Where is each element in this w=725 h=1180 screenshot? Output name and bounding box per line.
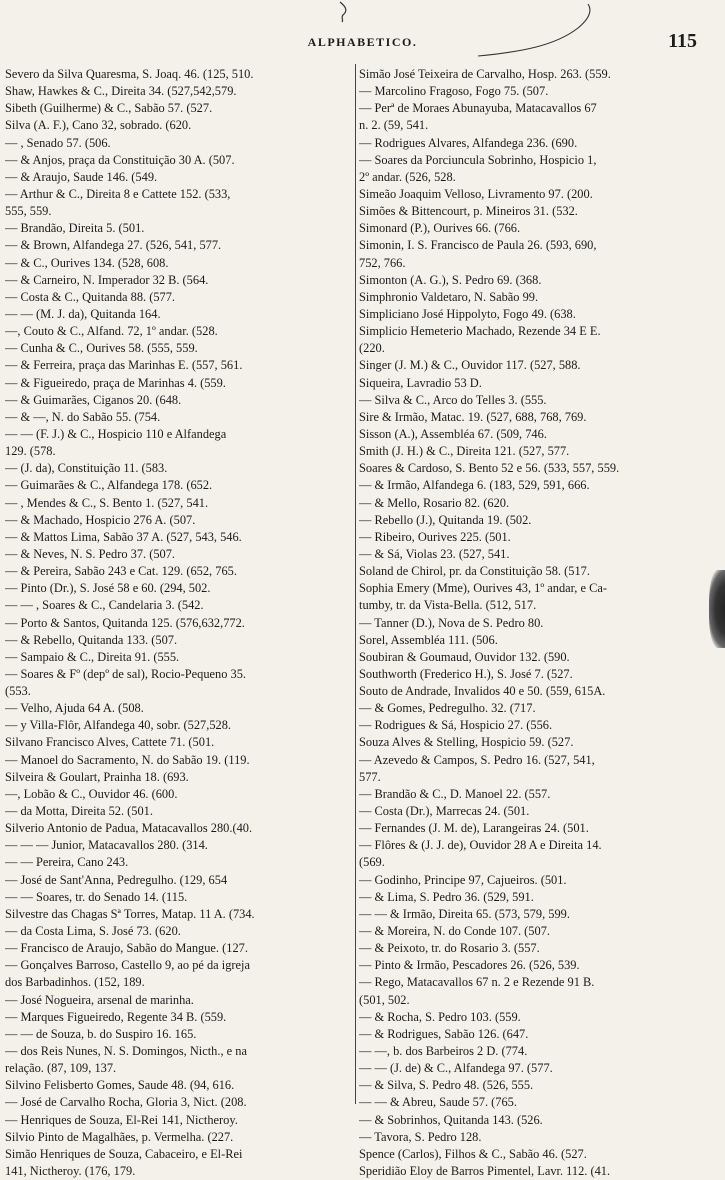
directory-entry-line: Simão José Teixeira de Carvalho, Hosp. 263. (559.	[359, 67, 611, 81]
directory-entry-line: Simonard (P.), Ourives 66. (766.	[359, 221, 521, 236]
directory-entry-line: Simpliciano José Hippolyto, Fogo 49. (638.	[359, 306, 576, 321]
directory-entry-line: Spence (Carlos), Filhos & C., Sabão 46. (527.	[359, 1146, 587, 1161]
directory-entry-line: — — Soares, tr. do Senado 14. (115.	[5, 889, 188, 904]
directory-entry-line: — & Silva, S. Pedro 48. (526, 555.	[359, 1078, 534, 1093]
directory-entry-line: — Azevedo & Campos, S. Pedro 16. (527, 541,	[359, 752, 595, 767]
directory-entry-line: — & Rebello, Quitanda 133. (507.	[5, 632, 178, 647]
directory-entry-line: Silvino Felisberto Gomes, Saude 48. (94, 616.	[5, 1078, 235, 1093]
directory-entry-line: — Ribeiro, Ourives 225. (501.	[359, 529, 511, 544]
left-column	[5, 66, 358, 1180]
directory-entry-line: — da Costa Lima, S. José 73. (620.	[5, 924, 181, 939]
directory-entry-line: — Francisco de Araujo, Sabão do Mangue. (127.	[5, 941, 248, 956]
directory-entry-line: — Pinto & Irmão, Pescadores 26. (526, 539.	[359, 958, 580, 973]
directory-entry-line: — , Senado 57. (506.	[5, 135, 111, 150]
directory-entry-line: Silveira & Goulart, Prainha 18. (693.	[5, 769, 189, 784]
directory-entry-line: — José de Carvalho Rocha, Gloria 3, Nict. (208.	[5, 1095, 247, 1110]
directory-entry-line: — José de Sant'Anna, Pedregulho. (129, 654	[5, 872, 228, 887]
directory-entry-line: — Tavora, S. Pedro 128.	[359, 1129, 482, 1144]
directory-entry-line: Simphronio Valdetaro, N. Sabão 99.	[359, 289, 539, 304]
directory-entry-line: — & Anjos, praça da Constituição 30 A. (507.	[5, 152, 235, 167]
directory-entry-line: — Velho, Ajuda 64 A. (508.	[5, 701, 144, 716]
directory-entry-line: — & Sá, Violas 23. (527, 541.	[359, 546, 510, 561]
directory-entry-line: — Tanner (D.), Nova de S. Pedro 80.	[359, 615, 544, 630]
directory-entry-line: — da Motta, Direita 52. (501.	[5, 804, 153, 819]
directory-entry-line: — — Pereira, Cano 243.	[5, 855, 129, 870]
directory-entry-line: Silvano Francisco Alves, Cattete 71. (501.	[5, 735, 215, 750]
directory-entry-line: — & Machado, Hospicio 276 A. (507.	[5, 512, 196, 527]
directory-entry-line: — — (F. J.) & C., Hospicio 110 e Alfandega	[5, 426, 227, 441]
directory-entry-line: — Porto & Santos, Quitanda 125. (576,632,772.	[5, 615, 245, 630]
directory-entry-line: — , Mendes & C., S. Bento 1. (527, 541.	[5, 495, 209, 510]
directory-entry-line: — & Mello, Rosario 82. (620.	[359, 495, 510, 510]
directory-entry-line: 129. (578.	[5, 444, 56, 459]
directory-entry-line: — & Mattos Lima, Sabão 37 A. (527, 543, 546.	[5, 529, 242, 544]
directory-entry-line: Silva (A. F.), Cano 32, sobrado. (620.	[5, 118, 192, 133]
directory-entry-line: 752, 766.	[359, 255, 406, 270]
ink-stain-decoration	[709, 570, 725, 648]
directory-entry-line: — — & Irmão, Direita 65. (573, 579, 599.	[359, 906, 570, 921]
directory-entry-line: — Gonçalves Barroso, Castello 9, ao pé da igreja	[5, 958, 250, 973]
right-column	[359, 66, 717, 1180]
directory-entry-line: (569.	[359, 855, 385, 870]
directory-entry-line: Soares & Cardoso, S. Bento 52 e 56. (533, 557, 559.	[359, 461, 620, 476]
directory-entry-line: Shaw, Hawkes & C., Direita 34. (527,542,579.	[5, 84, 237, 99]
page-number: 115	[668, 30, 697, 52]
directory-entry-line: Simões & Bittencourt, p. Mineiros 31. (532.	[359, 204, 578, 219]
directory-entry-line: Singer (J. M.) & C., Ouvidor 117. (527, 588.	[359, 358, 581, 373]
directory-entry-line: — Rodrigues Alvares, Alfandega 236. (690.	[359, 135, 578, 150]
directory-entry-line: — Marcolino Fragoso, Fogo 75. (507.	[359, 84, 549, 99]
directory-entry-line: Smith (J. H.) & C., Direita 121. (527, 577.	[359, 444, 570, 459]
directory-entry-line: — & Ferreira, praça das Marinhas E. (557, 561.	[5, 358, 243, 373]
directory-entry-line: — Arthur & C., Direita 8 e Cattete 152. (533,	[5, 186, 231, 201]
directory-entry-line: — y Villa-Flôr, Alfandega 40, sobr. (527,528.	[5, 718, 232, 733]
directory-entry-line: relação. (87, 109, 137.	[5, 1061, 117, 1076]
directory-entry-line: — & Araujo, Saude 146. (549.	[5, 169, 158, 184]
directory-entry-line: — — & Abreu, Saude 57. (765.	[359, 1095, 517, 1110]
directory-entry-line: —, Couto & C., Alfand. 72, 1º andar. (528.	[5, 324, 218, 339]
directory-entry-line: Soubiran & Goumaud, Ouvidor 132. (590.	[359, 649, 570, 664]
directory-entry-line: — Silva & C., Arco do Telles 3. (555.	[359, 392, 547, 407]
directory-entry-line: — Fernandes (J. M. de), Larangeiras 24. (501.	[359, 821, 589, 836]
running-title: ALPHABETICO.	[307, 35, 418, 49]
directory-entry-line: Sire & Irmão, Matac. 19. (527, 688, 768, 769.	[359, 409, 587, 424]
directory-entry-line: Simplicio Hemeterio Machado, Rezende 34 E E.	[359, 324, 601, 339]
directory-entry-line: Simeão Joaquim Velloso, Livramento 97. (200.	[359, 186, 593, 201]
directory-entry-line: — Marques Figueiredo, Regente 34 B. (559.	[5, 1009, 227, 1024]
directory-entry-line: Souza Alves & Stelling, Hospicio 59. (527.	[359, 735, 574, 750]
directory-entry-line: 141, Nictheroy. (176, 179.	[5, 1164, 136, 1178]
directory-entry-line: n. 2. (59, 541.	[359, 118, 429, 133]
directory-entry-line: 555, 559.	[5, 204, 52, 219]
directory-entry-line: — (J. da), Constituição 11. (583.	[5, 461, 168, 476]
directory-entry-line: — & Neves, N. S. Pedro 37. (507.	[5, 546, 176, 561]
directory-entry-line: Southworth (Frederico H.), S. José 7. (527.	[359, 666, 573, 681]
directory-entry-line: — Costa & C., Quitanda 88. (577.	[5, 289, 176, 304]
directory-entry-line: — Pinto (Dr.), S. José 58 e 60. (294, 502.	[5, 581, 211, 596]
directory-entry-line: Simão Henriques de Souza, Cabaceiro, e El-Rei	[5, 1146, 243, 1161]
directory-entry-line: Soland de Chirol, pr. da Constituição 58. (517.	[359, 564, 590, 579]
directory-entry-line: — Soares & Fº (depº de sal), Rocio-Pequeno 35.	[5, 666, 247, 681]
directory-entry-line: — Soares da Porciuncula Sobrinho, Hospicio 1,	[359, 152, 597, 167]
directory-entry-line: — & Peixoto, tr. do Rosario 3. (557.	[359, 941, 540, 956]
directory-entry-line: (220.	[359, 341, 385, 356]
directory-entry-line: Sorel, Assembléa 111. (506.	[359, 632, 498, 647]
directory-entry-line: — & Gomes, Pedregulho. 32. (717.	[359, 701, 536, 716]
directory-entry-line: — Cunha & C., Ourives 58. (555, 559.	[5, 341, 198, 356]
directory-entry-line: Souto de Andrade, Invalidos 40 e 50. (559, 615A.	[359, 684, 606, 699]
directory-entry-line: — & Pereira, Sabão 243 e Cat. 129. (652, 765.	[5, 564, 237, 579]
directory-entry-line: — Brandão & C., D. Manoel 22. (557.	[359, 786, 551, 801]
directory-entry-line: — —, b. dos Barbeiros 2 D. (774.	[359, 1044, 528, 1059]
directory-entry-line: — & C., Ourives 134. (528, 608.	[5, 255, 169, 270]
directory-entry-line: (553.	[5, 684, 31, 699]
directory-entry-line: (501, 502.	[359, 992, 410, 1007]
directory-entry-line: tumby, tr. da Vista-Bella. (512, 517.	[359, 598, 537, 613]
directory-entry-line: — & Figueiredo, praça de Marinhas 4. (559.	[5, 375, 226, 390]
directory-entry-line: — José Nogueira, arsenal de marinha.	[5, 992, 194, 1007]
directory-entry-line: Silvio Pinto de Magalhães, p. Vermelha. (227.	[5, 1129, 234, 1144]
directory-entry-line: 577.	[359, 769, 381, 784]
directory-entry-line: — & Brown, Alfandega 27. (526, 541, 577.	[5, 238, 222, 253]
directory-entry-line: — Rego, Matacavallos 67 n. 2 e Rezende 91 B.	[359, 975, 595, 990]
directory-entry-line: 2º andar. (526, 528.	[359, 169, 456, 184]
directory-entry-line: — Sampaio & C., Direita 91. (555.	[5, 649, 180, 664]
directory-entry-line: Simonton (A. G.), S. Pedro 69. (368.	[359, 272, 542, 287]
directory-entry-line: — & Sobrinhos, Quitanda 143. (526.	[359, 1112, 543, 1127]
directory-entry-line: — — (M. J. da), Quitanda 164.	[5, 306, 161, 321]
directory-entry-line: — & Irmão, Alfandega 6. (183, 529, 591, 666.	[359, 478, 590, 493]
directory-entry-line: — & Rodrigues, Sabão 126. (647.	[359, 1026, 529, 1041]
directory-entry-line: Silverio Antonio de Padua, Matacavallos 280.(40.	[5, 821, 253, 836]
directory-entry-line: — & Moreira, N. do Conde 107. (507.	[359, 924, 550, 939]
directory-entry-line: — & Rocha, S. Pedro 103. (559.	[359, 1009, 521, 1024]
directory-entry-line: Siqueira, Lavradio 53 D.	[359, 375, 482, 390]
directory-entry-line: — Godinho, Principe 97, Cajueiros. (501.	[359, 872, 567, 887]
directory-entry-line: — Brandão, Direita 5. (501.	[5, 221, 145, 236]
directory-entry-line: Sisson (A.), Assembléa 67. (509, 746.	[359, 426, 547, 441]
directory-entry-line: — & —, N. do Sabão 55. (754.	[5, 409, 161, 424]
directory-entry-line: — Henriques de Souza, El-Rei 141, Nictheroy.	[5, 1112, 238, 1127]
directory-entry-line: dos Barbadinhos. (152, 189.	[5, 975, 145, 990]
directory-entry-line: — — (J. de) & C., Alfandega 97. (577.	[359, 1061, 553, 1076]
directory-entry-line: — & Lima, S. Pedro 36. (529, 591.	[359, 889, 534, 904]
directory-entry-line: — Costa (Dr.), Marrecas 24. (501.	[359, 804, 530, 819]
directory-entry-line: — Guimarães & C., Alfandega 178. (652.	[5, 478, 213, 493]
directory-entry-line: — dos Reis Nunes, N. S. Domingos, Nicth., e na	[5, 1044, 247, 1059]
directory-entry-line: Speridião Eloy de Barros Pimentel, Lavr. 112. (41.	[359, 1164, 611, 1178]
page-header	[0, 32, 725, 52]
directory-entry-line: — Perª de Moraes Abunayuba, Matacavallos 67	[359, 101, 597, 116]
directory-entry-line: — Flôres & (J. J. de), Ouvidor 28 A e Direita 14.	[359, 838, 602, 853]
directory-entry-line: — & Guimarães, Ciganos 20. (648.	[5, 392, 182, 407]
directory-entry-line: Silvestre das Chagas Sª Torres, Matap. 11 A. (734.	[5, 906, 255, 921]
directory-entry-line: Sophia Emery (Mme), Ourives 43, 1º andar, e Ca-	[359, 581, 607, 596]
directory-entry-line: — — — Junior, Matacavallos 280. (314.	[5, 838, 208, 853]
directory-entry-line: —, Lobão & C., Ouvidor 46. (600.	[5, 786, 178, 801]
directory-entry-line: — Rodrigues & Sá, Hospicio 27. (556.	[359, 718, 553, 733]
directory-entry-line: Sibeth (Guilherme) & C., Sabão 57. (527.	[5, 101, 213, 116]
directory-entry-line: Severo da Silva Quaresma, S. Joaq. 46. (125, 510.	[5, 67, 254, 81]
directory-entry-line: — Manoel do Sacramento, N. do Sabão 19. (119.	[5, 752, 250, 767]
directory-entry-line: — — , Soares & C., Candelaria 3. (542.	[5, 598, 204, 613]
directory-entry-line: — Rebello (J.), Quitanda 19. (502.	[359, 512, 532, 527]
directory-entry-line: — — de Souza, b. do Suspiro 16. 165.	[5, 1026, 197, 1041]
directory-entry-line: — & Carneiro, N. Imperador 32 B. (564.	[5, 272, 209, 287]
directory-entry-line: Simonin, I. S. Francisco de Paula 26. (593, 690,	[359, 238, 597, 253]
